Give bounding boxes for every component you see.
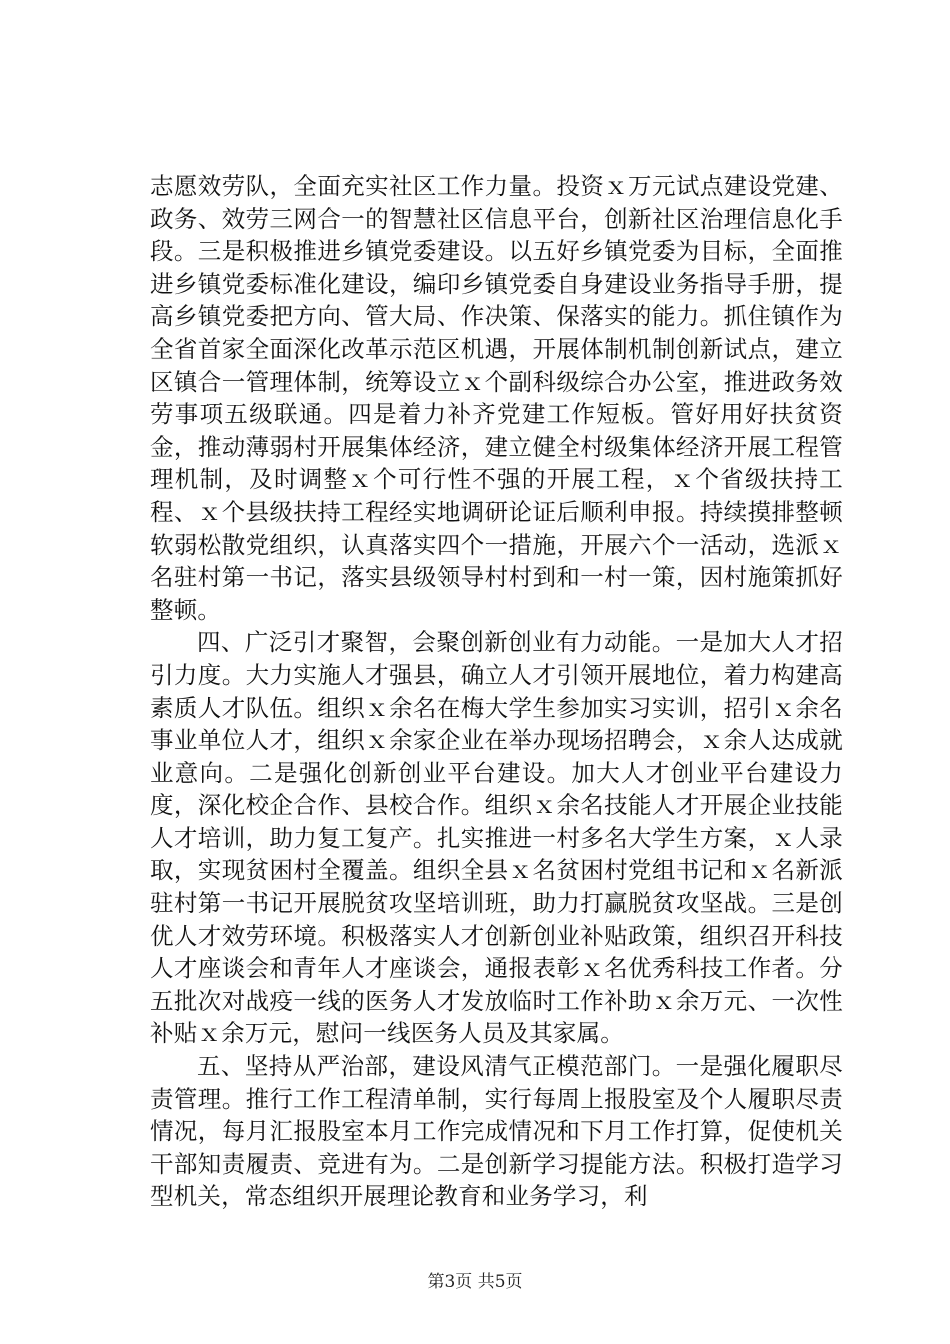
- paragraph-3: 五、坚持从严治部，建设风清气正模范部门。一是强化履职尽责管理。推行工作工程清单制，实行每周上报股室及个人履职尽责情况，每月汇报股室本月工作完成情况和下月工作打算，促使机关干部知责履责、竞进有为。二是创新学习提能方法。积极打造学习型机关，常态组织开展理论教育和业务学习，利: [150, 1052, 843, 1211]
- paragraph-2: 四、广泛引才聚智，会聚创新创业有力动能。一是加大人才招引力度。大力实施人才强县，确立人才引领开展地位，着力构建高素质人才队伍。组织ｘ余名在梅大学生参加实习实训，招引ｘ余名事业单位人才，组织ｘ余家企业在举办现场招聘会，ｘ余人达成就业意向。二是强化创新创业平台建设。加大人才创业平台建设力度，深化校企合作、县校合作。组织ｘ余名技能人才开展企业技能人才培训，助力复工复产。扎实推进一村多名大学生方案，ｘ人录取，实现贫困村全覆盖。组织全县ｘ名贫困村党组书记和ｘ名新派驻村第一书记开展脱贫攻坚培训班，助力打赢脱贫攻坚战。三是创优人才效劳环境。积极落实人才创新创业补贴政策，组织召开科技人才座谈会和青年人才座谈会，通报表彰ｘ名优秀科技工作者。分五批次对战疫一线的医务人才发放临时工作补助ｘ余万元、一次性补贴ｘ余万元，慰问一线医务人员及其家属。: [150, 628, 843, 1048]
- paragraph-1: 志愿效劳队，全面充实社区工作力量。投资ｘ万元试点建设党建、政务、效劳三网合一的智慧社区信息平台，创新社区治理信息化手段。三是积极推进乡镇党委建设。以五好乡镇党委为目标，全面推进乡镇党委标准化建设，编印乡镇党委自身建设业务指导手册，提高乡镇党委把方向、管大局、作决策、保落实的能力。抓住镇作为全省首家全面深化改革示范区机遇，开展体制机制创新试点，建立区镇合一管理体制，统筹设立ｘ个副科级综合办公室，推进政务效劳事项五级联通。四是着力补齐党建工作短板。管好用好扶贫资金，推动薄弱村开展集体经济，建立健全村级集体经济开展工程管理机制，及时调整ｘ个可行性不强的开展工程，ｘ个省级扶持工程、ｘ个县级扶持工程经实地调研论证后顺利申报。持续摸排整顿软弱松散党组织，认真落实四个一措施，开展六个一活动，选派ｘ名驻村第一书记，落实县级领导村村到和一村一策，因村施策抓好整顿。: [150, 172, 843, 624]
- page-number-footer: 第3页 共5页: [427, 1272, 523, 1292]
- document-body: [150, 170, 843, 1213]
